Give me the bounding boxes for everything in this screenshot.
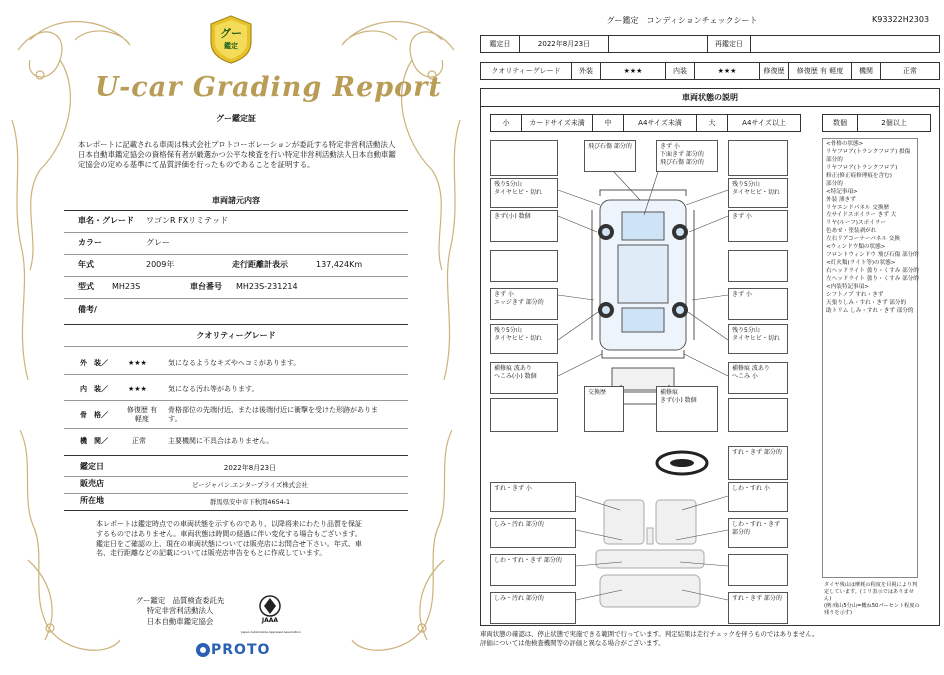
size-big: 大 [696,114,728,132]
certificate-subtitle: グー鑑定証 [216,114,256,123]
label-box-r3 [728,250,788,282]
note-line: 助トリム しみ・すれ・きず 部分的 [826,307,914,314]
note-line: リヤフロア(トランクフロア) 損傷 [826,148,911,155]
name-label: 車名・グレード [78,216,134,225]
note-line: 左右リアコーナーパネル 交換 [826,236,900,243]
label-front-windshield: きず 小 下面きず 部分的 飛び石傷 部分的 [656,140,718,172]
model-value: MH23S [112,282,141,291]
color-value: グレー [146,238,170,247]
label-tire-rl: 残り5分山 タイヤヒビ・切れ [490,324,558,354]
year-label: 年式 [78,260,94,269]
mileage-label: 走行距離計表示 [232,260,288,269]
ext-label: 外装 [571,62,601,80]
label-tire-fl: 残り5分山 タイヤヒビ・切れ [490,178,558,208]
label-rear-left: 補修痕 波あり へこみ(小) 数個 [490,362,558,394]
exterior-label: 外 装／ [80,359,108,367]
label-front-left: 飛び石傷 部分的 [584,140,636,172]
inspection-org: グー鑑定 品質検査委託先 特定非営利活動法人 日本自動車鑑定協会 [135,596,225,626]
date-value: 2022年8月23日 [519,35,609,53]
sheet-footer: 車両状態の確認は、停止状態で実施できる範囲で行っています。判定結果は走行チェックを伴うものではありません。 評価については他検査機関等の評価と異なる場合がございます。 [480,630,819,647]
count-label: 数個 [822,114,858,132]
badge-text-bottom: 鑑定 [224,42,238,50]
label-box-tr [728,140,788,176]
proto-text: PROTO [211,642,271,658]
grade-label: クオリティーグレード [480,62,572,80]
label-tire-rr: 残り5分山 タイヤヒビ・切れ [728,324,788,354]
note-line: 天張りしみ・すれ・きず 部分的 [826,299,907,306]
section-title: 車両状態の説明 [682,93,738,102]
label-right-rear: きず 小 [728,288,788,320]
sheet-id: K93322H2303 [872,15,930,24]
frame-grade: 修復歴 有 軽度 [126,406,158,423]
size-small-desc: カードサイズ未満 [521,114,593,132]
label-passenger-floor: しわ・すれ・きず 部分的 [728,518,788,548]
label-rear-bumper: 補修痕 きず(小) 数個 [656,386,718,432]
sheet-title: グー鑑定 コンディションチェックシート [606,16,758,25]
spec-heading: 車両諸元内容 [212,196,260,205]
color-label: カラー [78,238,102,247]
size-mid: 中 [592,114,624,132]
note-line: 外装 薄きず [826,196,856,203]
interior-stars: ★★★ [128,385,147,393]
address-label: 所在地 [80,496,104,505]
label-cargo-right: すれ・きず 部分的 [728,592,788,624]
label-right-door: きず 小 [728,210,788,242]
interior-text: 気になる汚れ等があります。 [168,385,259,393]
size-big-desc: A4サイズ以上 [727,114,801,132]
exterior-stars: ★★★ [128,359,147,367]
label-rear-seat-left: しわ・すれ・きず 部分的 [490,554,576,586]
repair-label: 修復歴 [759,62,789,80]
label-tire-fr: 残り5分山 タイヤヒビ・切れ [728,178,788,208]
label-rear-right: 補修痕 波あり へこみ 小 [728,362,788,394]
note-line: 左サイドスポイラー きず 大 [826,212,897,219]
label-box-l7 [490,398,558,432]
note-line: <ウィンドウ類の状態> [826,244,886,251]
date-label: 鑑定日 [80,462,104,471]
note-line: <灯火類(ライト等)の状態> [826,260,896,267]
label-driver-seat: すれ・きず 小 [490,482,576,512]
engine-label: 機 関／ [80,437,108,445]
label-left-rear: きず 小 エッジきず 部分的 [490,288,558,320]
label-steering: すれ・きず 部分的 [728,446,788,480]
note-line: シフトノブ すれ・きず [826,291,884,298]
shop-value: ビージャパン.エンタープライズ株式会社 [192,481,308,489]
count-value: 2個以上 [857,114,931,132]
engine-label: 機関 [851,62,881,80]
note-line: リヤエンドパネル 交換歴 [826,204,890,211]
report-title: U-car Grading Report [95,72,442,103]
exterior-text: 気になるようなキズやヘコミがあります。 [168,359,301,367]
certificate-intro: 本レポートに記載される車両は株式会社プロトコーポレーションが委託する特定非営利活動法人日本自動車鑑定協会の資格保有者が厳選かつ公平な検査を行い特定非営利活動法人日本自動車鑑定協会の定める基準にて品質評価を行ったものであることを証明する。 [78,140,396,169]
note-line: 部分的 [826,156,843,163]
label-passenger-seat: しわ・すれ 小 [728,482,788,512]
engine-text: 主要機関に不具合はありません。 [168,437,274,445]
year-value: 2009年 [146,260,175,269]
quality-heading: クオリティーグレード [196,331,276,340]
tire-note: タイヤ残山は摩耗の程度を目視により判定しています。(ミリ表示ではありません) (例:残山5分山=概ね50パーセント程度の残りを示す) [824,582,920,617]
engine-grade: 正常 [132,437,146,445]
note-line: フロントウィンドウ 飛び石傷 部分的 [826,252,919,259]
proto-logo [195,640,275,660]
steering-wheel-icon [657,452,707,474]
int-value: ★★★ [694,62,760,80]
note-line: 色あせ・塗装剥がれ [826,228,877,235]
date-label: 鑑定日 [480,35,520,53]
engine-value: 正常 [880,62,940,80]
label-cargo-left: しみ・汚れ 部分的 [490,592,576,624]
label-rear-seat-right [728,554,788,586]
name-value: ワゴンR FXリミテッド [146,216,229,225]
label-box-tl [490,140,558,176]
repair-value: 修復歴 有 軽度 [788,62,852,80]
frame-text: 骨格部位の先端付近、または後端付近に衝撃を受けた形跡があります。 [168,406,378,423]
note-line: 部分的 [826,180,843,187]
label-box-r7 [728,398,788,432]
jaaa-subtext: Japan Automobile Appraisal Association [241,630,301,634]
note-line: <特記事項> [826,188,858,195]
note-line: リヤ(ルーフ)スポイラー [826,220,886,227]
badge-text-top: グー [220,27,242,40]
certificate-notice: 本レポートは鑑定時点での車両状態を示すものであり、以降将来にわたり品質を保証するものではありません。車両状態は時間の経過に伴い変化する場合もございます。鑑定日をご確認の上、現在の車両状態については販売店にお問合せ下さい。年式、車名、走行距離などの記載については販売店申告をもとに作成しています。 [96,520,362,558]
label-left-door: きず(小) 数個 [490,210,558,242]
frame-label: 骨 格／ [80,411,108,419]
label-box-l3 [490,250,558,282]
shop-label: 販売店 [80,479,104,488]
jaaa-logo [252,594,288,630]
note-line: 左ヘッドライト 曇り・くすみ 部分的 [826,275,919,282]
label-front-floor: しみ・汚れ 部分的 [490,518,576,548]
chassis-label: 車台番号 [190,282,222,291]
condition-check-sheet [472,0,944,675]
goo-badge-logo [208,14,254,64]
mileage-value: 137,424Km [316,260,363,269]
chassis-value: MH23S-231214 [236,282,298,291]
size-mid-desc: A4サイズ未満 [623,114,697,132]
interior-label: 内 装／ [80,385,108,393]
note-line: 修正(修正痕修理痕を含む) [826,172,892,179]
ext-value: ★★★ [600,62,666,80]
note-line: <内装特記事項> [826,283,869,290]
jaaa-text: JAAA [261,617,279,624]
note-line: 右ヘッドライト 曇り・くすみ 部分的 [826,268,919,274]
note-line: <骨格の状態> [826,141,864,147]
date-value: 2022年8月23日 [223,464,277,472]
size-small: 小 [490,114,522,132]
address-value: 群馬県安中市下秋間4654-1 [209,498,291,506]
model-label: 型式 [78,282,94,291]
label-rear-panel: 交換歴 [584,386,624,432]
note-line: リヤフロア(トランクフロア) [826,164,898,171]
reinspect-label: 再鑑定日 [707,35,751,53]
int-label: 内装 [665,62,695,80]
remarks-label: 備考/ [78,305,97,314]
